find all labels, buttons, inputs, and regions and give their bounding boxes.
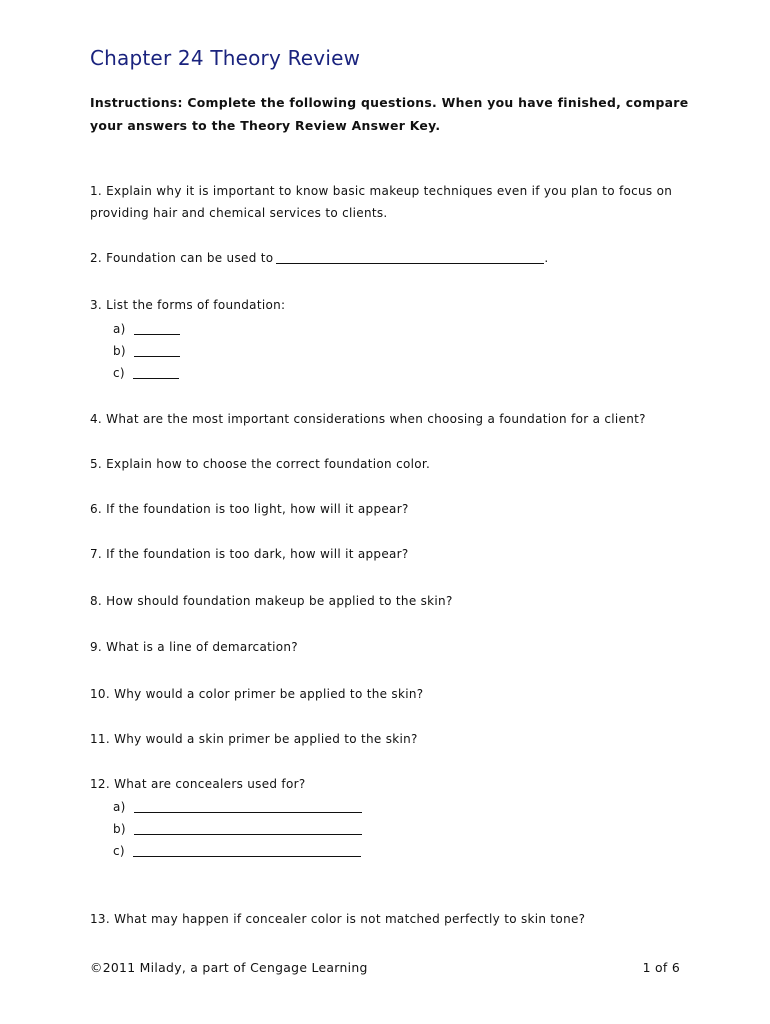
question-3-option-a [113,318,180,340]
option-label: c) [113,844,125,858]
answer-blank[interactable] [134,342,180,357]
question-3: 3. List the forms of foundation: [90,298,286,312]
question-2-end: . [544,251,549,265]
instructions: Instructions: Complete the following questions. When you have finished, compare your answers to the Theory Review Answer Key. [90,95,689,133]
question-10: 10. Why would a color primer be applied to the skin? [90,687,424,701]
question-1: 1. Explain why it is important to know basic makeup techniques even if you plan to focus on providing hair and chemical services to clients. [90,184,673,220]
question-5: 5. Explain how to choose the correct foundation color. [90,457,431,471]
footer-page-number: 1 of 6 [642,960,680,975]
option-label: c) [113,366,125,380]
answer-blank[interactable] [133,842,361,857]
option-label: a) [113,322,126,336]
question-12-option-c [113,840,361,862]
question-13: 13. What may happen if concealer color is not matched perfectly to skin tone? [90,912,586,926]
option-label: b) [113,822,126,836]
question-9: 9. What is a line of demarcation? [90,640,298,654]
option-label: a) [113,800,126,814]
question-2 [90,247,549,269]
answer-blank[interactable] [133,364,179,379]
question-8: 8. How should foundation makeup be applied to the skin? [90,594,453,608]
footer-copyright: ©2011 Milady, a part of Cengage Learning [90,960,368,975]
answer-blank[interactable] [134,320,180,335]
page-title: Chapter 24 Theory Review [90,46,361,70]
question-11: 11. Why would a skin primer be applied to the skin? [90,732,418,746]
question-3-option-c [113,362,179,384]
question-12-option-b [113,818,362,840]
question-2-blank[interactable] [276,249,544,264]
question-2-text: 2. Foundation can be used to [90,251,274,265]
question-12: 12. What are concealers used for? [90,777,306,791]
question-6: 6. If the foundation is too light, how will it appear? [90,502,409,516]
question-3-option-b [113,340,180,362]
question-12-option-a [113,796,362,818]
question-4: 4. What are the most important considerations when choosing a foundation for a client? [90,412,646,426]
answer-blank[interactable] [134,820,362,835]
question-7: 7. If the foundation is too dark, how will it appear? [90,547,409,561]
option-label: b) [113,344,126,358]
answer-blank[interactable] [134,798,362,813]
